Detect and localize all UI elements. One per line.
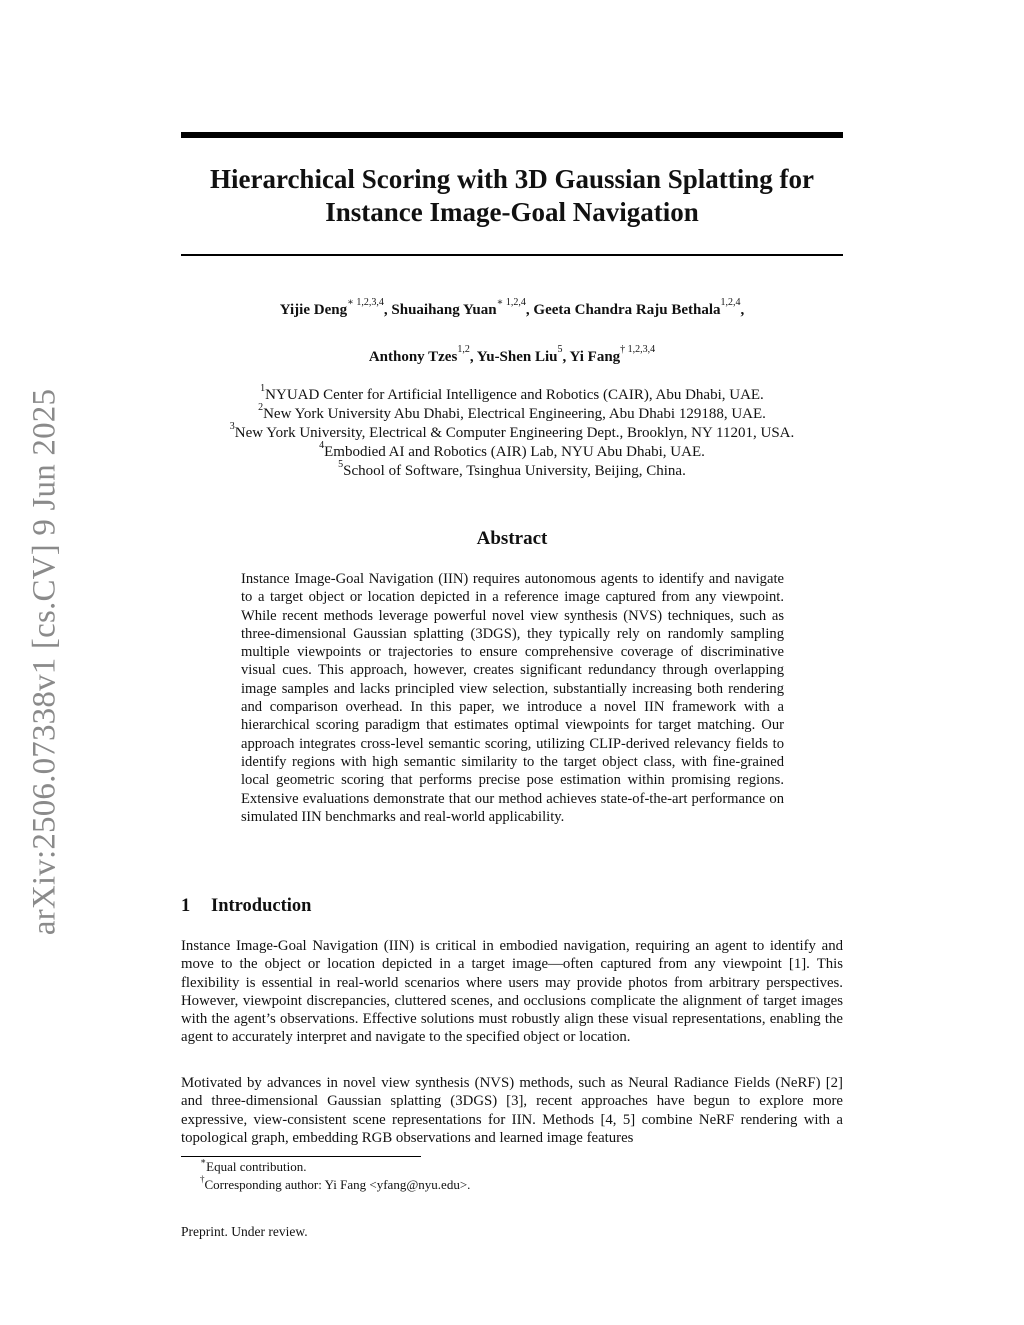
author-name: Yu-Shen Liu: [476, 349, 558, 365]
author-affiliation-marks: † 1,2,3,4: [620, 344, 656, 355]
section-heading-introduction: [181, 896, 311, 917]
paper-title-line-1: Hierarchical Scoring with 3D Gaussian Splatting for: [209, 164, 815, 194]
affiliation-number: 3: [229, 421, 235, 432]
body-paragraph: Motivated by advances in novel view synthesis (NVS) methods, such as Neural Radiance Fields (NeRF) [2] and three-dimensional Gaussian splatting (3DGS) [3], recent approaches have begun to explore more expressive, view-consistent scene representations for IIN. Methods [4, 5] combine NeRF rendering with a topological graph, embedding RGB observations and learned image features: [181, 1075, 843, 1146]
author-name: Yijie Deng: [279, 302, 348, 318]
footnote-text: Equal contribution.: [206, 1159, 307, 1174]
author-affiliation-marks: ∗ 1,2,3,4: [347, 297, 384, 308]
affiliation-line: [150, 459, 874, 481]
author-affiliation-marks: 5: [557, 344, 563, 355]
affiliation-text: Embodied AI and Robotics (AIR) Lab, NYU Abu Dhabi, UAE.: [324, 444, 705, 460]
footnote-rule: [181, 1156, 421, 1157]
affiliation-number: 2: [258, 402, 264, 413]
author-separator: ,: [525, 302, 534, 318]
author-separator: ,: [383, 302, 392, 318]
affiliation-text: School of Software, Tsinghua University, Beijing, China.: [343, 463, 686, 479]
author-separator: ,: [469, 349, 477, 365]
author-line-1: [181, 297, 843, 320]
arxiv-identifier-stamp: arXiv:2506.07338v1 [cs.CV] 9 Jun 2025: [26, 388, 63, 936]
author-name: Geeta Chandra Raju Bethala: [533, 302, 721, 318]
affiliation-text: NYUAD Center for Artificial Intelligence and Robotics (CAIR), Abu Dhabi, UAE.: [265, 387, 764, 403]
abstract-text: Instance Image-Goal Navigation (IIN) requires autonomous agents to identify and navigate to a target object or location depicted in a reference image captured from any viewpoint. While recent methods leverage powerful novel view synthesis (NVS) techniques, such as three-dimensional Gaussian splatting (3DGS), they typically rely on randomly sampling multiple viewpoints or trajectories to ensure comprehensive coverage of discriminative visual cues. This approach, however, creates significant redundancy through overlapping image samples and lacks principled view selection, substantially increasing both rendering and comparison overhead. In this paper, we introduce a novel IIN framework with a hierarchical scoring paradigm that estimates optimal viewpoints for target matching. Our approach integrates cross-level semantic scoring, utilizing CLIP-derived relevancy fields to identify regions with high semantic similarity to the target object class, with fine-grained local geometric scoring that performs precise pose estimation within promising regions. Extensive evaluations demonstrate that our method achieves state-of-the-art performance on simulated IIN benchmarks and real-world applicability.: [241, 571, 784, 825]
paper-title: [181, 163, 843, 229]
affiliations-block: [150, 383, 874, 481]
affiliation-line: [150, 440, 874, 462]
title-top-rule: [181, 132, 843, 138]
affiliation-line: [150, 421, 874, 443]
title-bottom-rule: [181, 254, 843, 256]
author-separator: ,: [740, 302, 745, 318]
paper-title-line-2: Instance Image-Goal Navigation: [325, 197, 699, 227]
section-number: 1: [181, 896, 191, 916]
affiliation-number: 5: [338, 459, 344, 470]
affiliation-number: 4: [319, 440, 325, 451]
author-separator: ,: [562, 349, 570, 365]
author-affiliation-marks: 1,2: [457, 344, 470, 355]
affiliation-number: 1: [260, 383, 266, 394]
affiliation-text: New York University, Electrical & Computer Engineering Dept., Brooklyn, NY 11201, USA.: [234, 425, 795, 441]
author-name: Shuaihang Yuan: [391, 302, 497, 318]
section-title: Introduction: [211, 896, 312, 916]
affiliation-line: [150, 402, 874, 424]
footnote: [200, 1158, 470, 1176]
footnote-mark: ∗: [200, 1156, 207, 1166]
author-line-2: [181, 344, 843, 367]
affiliation-text: New York University Abu Dhabi, Electrical Engineering, Abu Dhabi 129188, UAE.: [263, 406, 766, 422]
footnote: [200, 1176, 470, 1194]
author-affiliation-marks: ∗ 1,2,4: [496, 297, 526, 308]
footnote-text: Corresponding author: Yi Fang <yfang@nyu.edu>.: [204, 1177, 471, 1192]
author-name: Anthony Tzes: [368, 349, 458, 365]
footnotes: [200, 1158, 470, 1194]
body-paragraph: Instance Image-Goal Navigation (IIN) is critical in embodied navigation, requiring an agent to identify and move to the object or location depicted in a target image—often captured from any viewpoint [1]. This flexibility is essential in real-world scenarios where users may provide photos from arbitrary perspectives. However, viewpoint discrepancies, cluttered scenes, and occlusions complicate the alignment of target images with the agent’s observations. Effective solutions must robustly align these visual representations, enabling the agent to accurately interpret and navigate to the specified object or location.: [181, 938, 843, 1046]
footnote-mark: †: [200, 1174, 205, 1184]
author-affiliation-marks: 1,2,4: [720, 297, 741, 308]
abstract-heading: Abstract: [476, 528, 548, 549]
preprint-notice: Preprint. Under review.: [181, 1224, 308, 1239]
author-name: Yi Fang: [569, 349, 621, 365]
